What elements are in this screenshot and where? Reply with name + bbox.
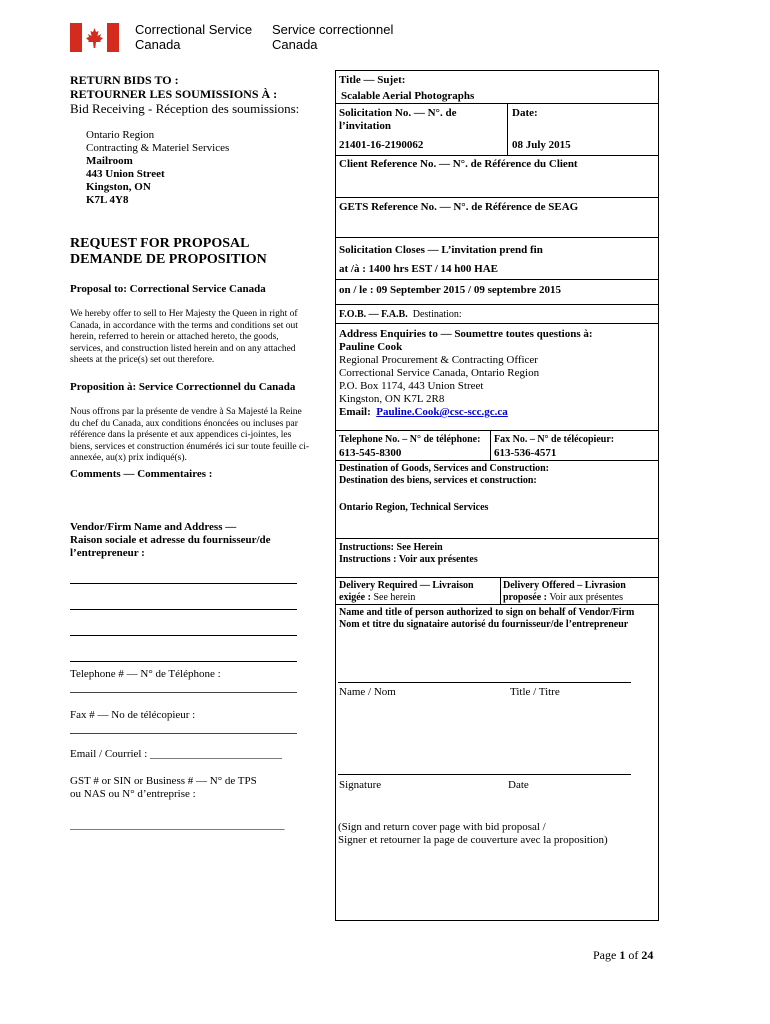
canada-flag-icon: [70, 23, 119, 52]
tel-value: 613-545-8300: [339, 447, 402, 459]
enquiries-block: Address Enquiries to — Soumettre toutes questions à: Pauline Cook Regional Procurement & Contracting Officer Correctional Service Canada, Ontario Region P.O. Box 1174, 443 Union Street Kingston, ON K7L 2R8: [339, 328, 593, 405]
proposal-to-en: Proposal to: Correctional Service Canada: [70, 283, 266, 295]
bid-receiving-label: Bid Receiving - Réception des soumissions:: [70, 101, 300, 116]
proposal-to-fr: Proposition à: Service Correctionnel du Canada: [70, 381, 296, 393]
solicitation-date: 08 July 2015: [512, 139, 571, 151]
destination-value: Ontario Region, Technical Services: [339, 502, 489, 513]
vendor-line-4[interactable]: [70, 661, 297, 662]
signature-label: Signature: [339, 779, 382, 791]
client-reference-label: Client Reference No. — N°. de Référence du Client: [339, 158, 578, 170]
offer-text-en: We hereby offer to sell to Her Majesty the Queen in right of Canada, in accordance with the terms and conditions set out herein, referred to herein or attached hereto, the goods, services, and construction listed herein and on any attached sheets at the price(s) set out therefore.: [70, 309, 298, 365]
delivery-required: Delivery Required — Livraison exigée : See herein: [339, 580, 474, 603]
closes-date: on / le : 09 September 2015 / 09 septembre 2015: [339, 284, 562, 296]
vendor-label: Vendor/Firm Name and Address — Raison sociale et adresse du fournisseur/de l’entrepreneur :: [70, 521, 271, 559]
department-name-en: Correctional Service Canada: [135, 22, 253, 52]
solicitation-label: Solicitation No. — N°. de l’invitation: [339, 107, 457, 132]
fax-label: Fax # — No de télécopieur :: [70, 709, 196, 721]
authorized-signatory-label: Name and title of person authorized to sign on behalf of Vendor/Firm Nom et titre du signataire autorisé du fournisseur/de l’entrepreneur: [339, 607, 635, 630]
date-label: Date:: [512, 107, 538, 119]
solicitation-number: 21401-16-2190062: [339, 139, 424, 151]
sign-return-note: (Sign and return cover page with bid proposal / Signer et retourner la page de couverture avec la proposition): [338, 821, 608, 846]
offer-text-fr: Nous offrons par la présente de vendre à Sa Majesté la Reine du chef du Canada, aux conditions énoncées ou incluses par référence dans la présente et aux appendices ci-jointes, les biens, services et construction énumérés ici sur toute feuille ci-annexée, au(x) prix indiqué(s).: [70, 407, 310, 463]
page-number: Page 1 of 24: [593, 948, 654, 962]
vendor-line-2[interactable]: [70, 609, 297, 610]
title-label-signer: Title / Titre: [510, 686, 560, 698]
solicitation-closes-label: Solicitation Closes — L’invitation prend fin: [339, 244, 543, 256]
department-name-fr: Service correctionnel Canada: [272, 22, 394, 52]
email-label: Email / Courriel : ________________________: [70, 748, 283, 760]
vendor-line-3[interactable]: [70, 635, 297, 636]
destination-label: Destination of Goods, Services and Construction: Destination des biens, services et construction:: [339, 463, 550, 486]
name-label: Name / Nom: [339, 686, 396, 698]
contact-email-link[interactable]: Pauline.Cook@csc-scc.gc.ca: [376, 406, 508, 418]
comments-label: Comments — Commentaires :: [70, 468, 213, 480]
telephone-line[interactable]: [70, 692, 297, 693]
gst-line[interactable]: _______________________________________: [70, 819, 285, 831]
fax-label-right: Fax No. – N° de télécopieur:: [494, 434, 615, 445]
title-value: Scalable Aerial Photographs: [341, 90, 475, 102]
vendor-line-1[interactable]: [70, 583, 297, 584]
date-label-signer: Date: [508, 779, 529, 791]
fob-row: F.O.B. — F.A.B. Destination:: [339, 309, 462, 320]
closes-time: at /à : 1400 hrs EST / 14 h00 HAE: [339, 263, 499, 275]
telephone-label: Telephone # — N° de Téléphone :: [70, 668, 221, 680]
fax-line[interactable]: [70, 733, 297, 734]
rfp-title: REQUEST FOR PROPOSAL DEMANDE DE PROPOSITION: [70, 236, 267, 267]
gets-reference-label: GETS Reference No. — N°. de Référence de SEAG: [339, 201, 579, 213]
fax-value: 613-536-4571: [494, 447, 557, 459]
tel-label: Telephone No. – N° de téléphone:: [339, 434, 481, 445]
instructions: Instructions: See Herein Instructions : Voir aux présentes: [339, 542, 478, 565]
name-title-line[interactable]: [338, 682, 631, 683]
email-row: Email: Pauline.Cook@csc-scc.gc.ca: [339, 406, 508, 418]
delivery-offered: Delivery Offered – Livrasion proposée : Voir aux présentes: [503, 580, 626, 603]
return-address: Ontario Region Contracting & Materiel Services Mailroom 443 Union Street Kingston, ON K7L 4Y8: [86, 129, 230, 206]
return-bids-heading: RETURN BIDS TO : RETOURNER LES SOUMISSIONS À :: [70, 73, 278, 101]
gst-label: GST # or SIN or Business # — N° de TPS ou NAS ou N° d’entreprise :: [70, 775, 257, 800]
signature-line[interactable]: [338, 774, 631, 775]
title-label: Title — Sujet:: [339, 74, 406, 86]
